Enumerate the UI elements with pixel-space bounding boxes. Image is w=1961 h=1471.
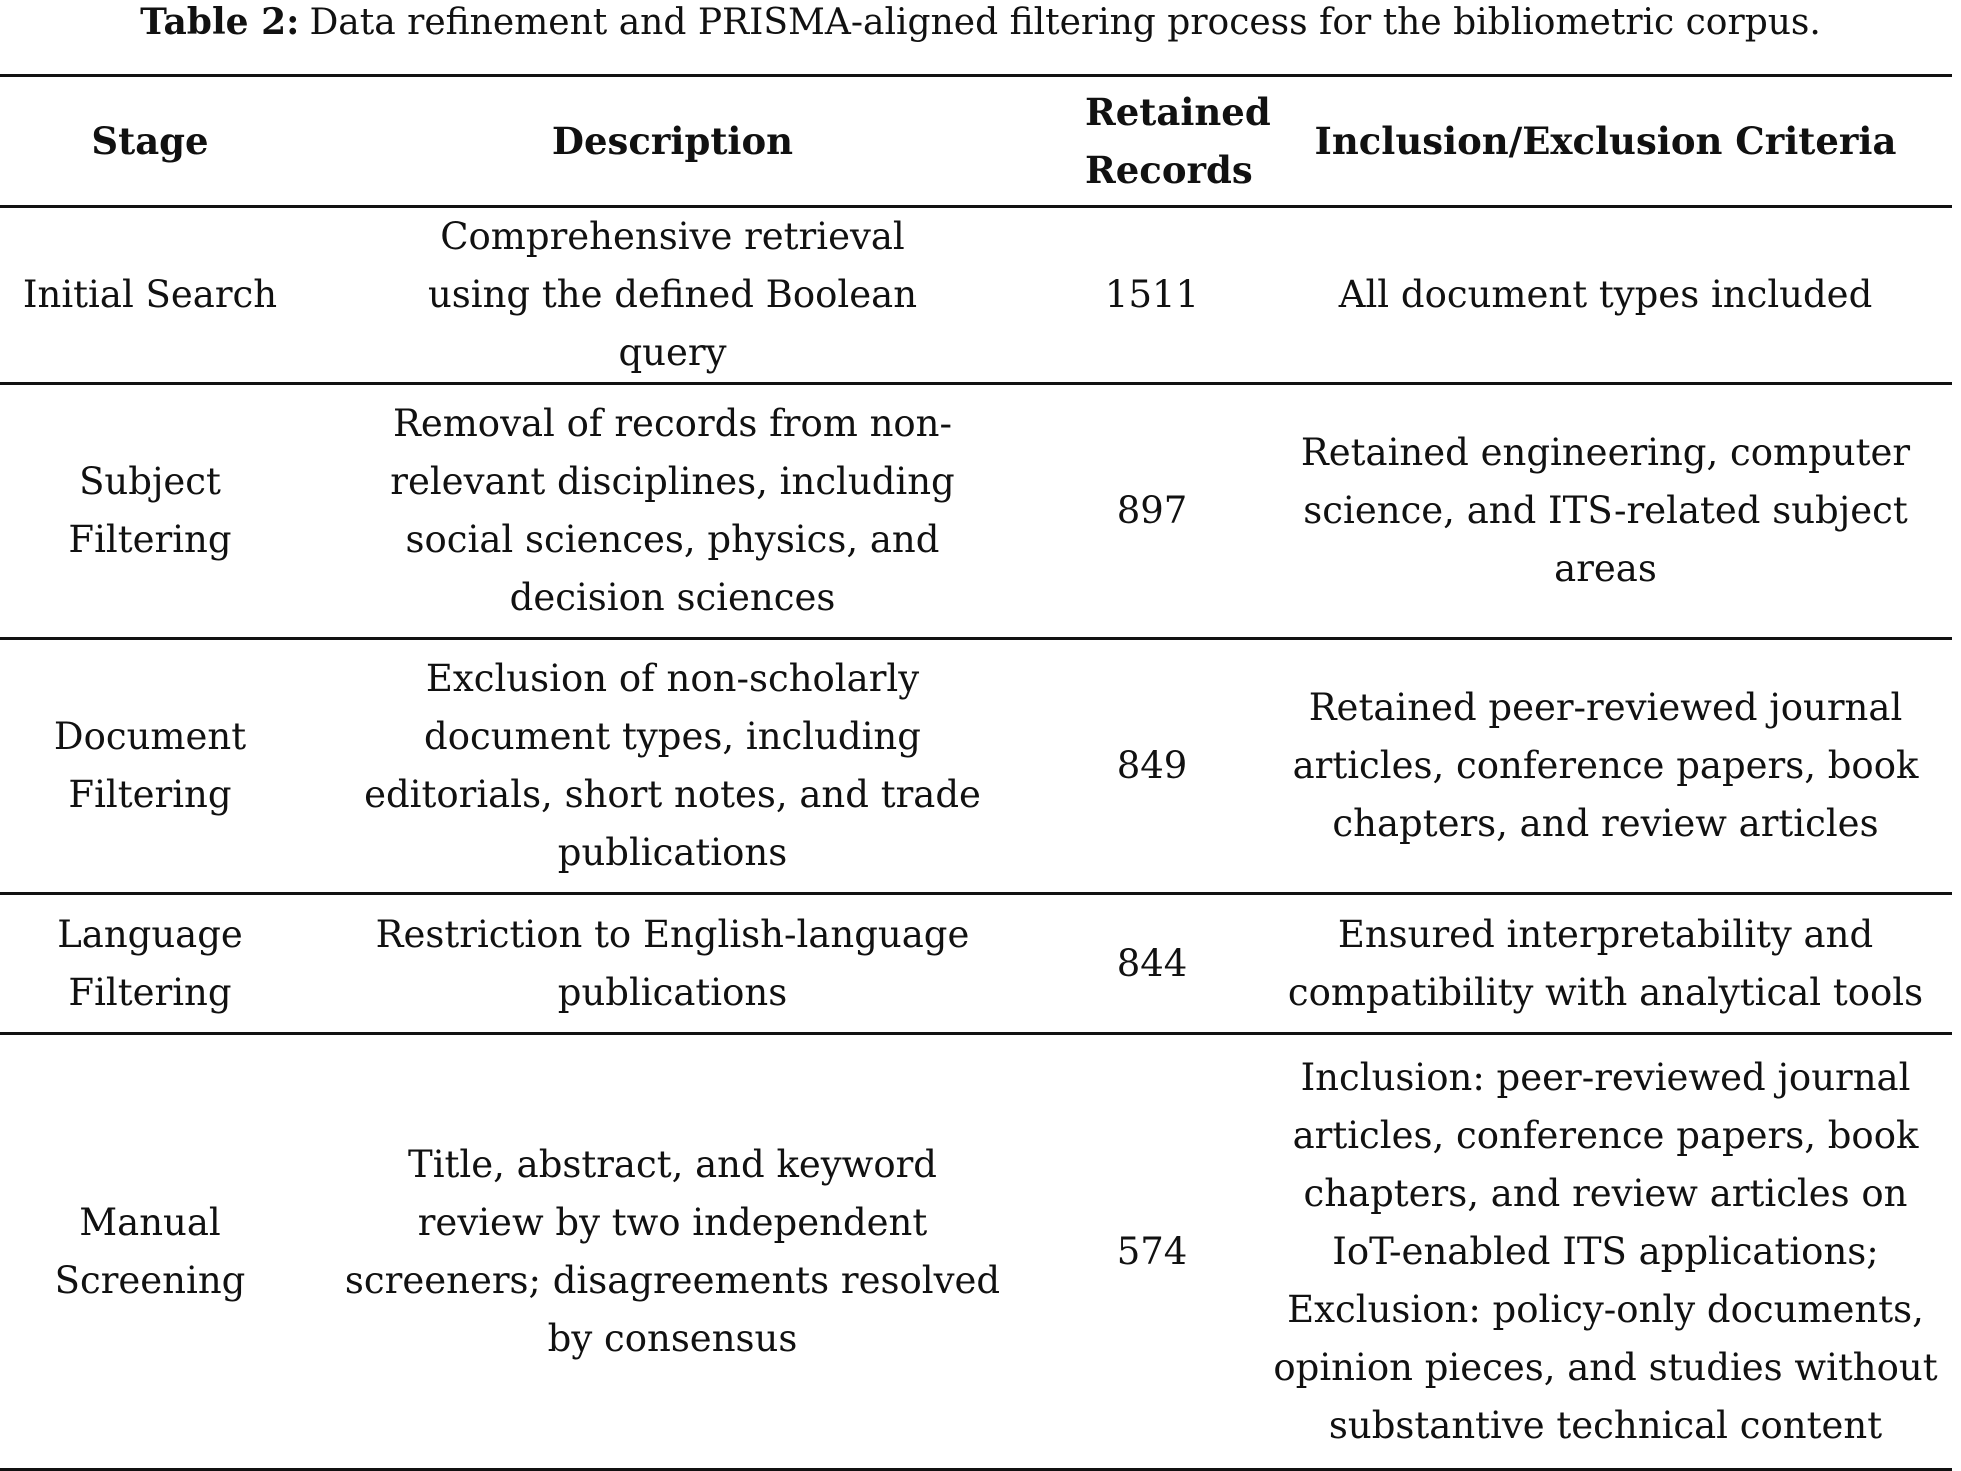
header-retained-records: Retained Records [1085, 90, 1271, 192]
table-row [0, 384, 1952, 639]
criteria-cell: Retained engineering, computer science, and ITS-related subject areas [1300, 431, 1911, 590]
stage-cell: Initial Search [22, 273, 278, 316]
retained-cell: 574 [1116, 1229, 1188, 1273]
criteria-cell: Ensured interpretability and compatibility with analytical tools [1287, 912, 1924, 1014]
caption-label: Table 2: [140, 1, 300, 43]
caption-text: Data refinement and PRISMA-aligned filtering process for the bibliometric corpus. [309, 2, 1821, 43]
criteria-cell: Inclusion: peer-reviewed journal articles, conference papers, book chapters, and review articles on IoT-enabled ITS applications; Exclusion: policy-only documents, opinion pieces, and studies without substantive technical content [1273, 1055, 1938, 1447]
stage-cell: Subject Filtering [68, 460, 232, 561]
table-row [0, 639, 1952, 894]
description-cell: Exclusion of non-scholarly document types, including editorials, short notes, and trade publications [364, 657, 981, 874]
description-cell: Title, abstract, and keyword review by two independent screeners; disagreements resolved by consensus [344, 1142, 1001, 1360]
stage-cell: Document Filtering [53, 715, 247, 816]
header-description: Description [551, 119, 794, 163]
retained-cell: 897 [1116, 489, 1188, 532]
description-cell: Removal of records from non-relevant disciplines, including social sciences, physics, and decision sciences [390, 402, 955, 619]
table-row [0, 1034, 1952, 1470]
table-caption [0, 0, 1961, 45]
stage-cell: Manual Screening [54, 1200, 246, 1302]
retained-cell: 849 [1116, 744, 1188, 787]
retained-cell: 844 [1116, 941, 1188, 985]
description-cell: Comprehensive retrieval using the defined Boolean query [427, 215, 918, 374]
criteria-cell: Retained peer-reviewed journal articles, conference papers, book chapters, and review articles [1292, 686, 1919, 845]
table-row [0, 207, 1952, 384]
stage-cell: Language Filtering [57, 912, 243, 1014]
prisma-filtering-table [0, 74, 1952, 1471]
header-criteria: Inclusion/Exclusion Criteria [1314, 119, 1897, 163]
header-row [0, 76, 1952, 207]
description-cell: Restriction to English-language publications [375, 912, 970, 1014]
retained-cell: 1511 [1104, 273, 1200, 316]
header-stage: Stage [91, 119, 209, 163]
criteria-cell: All document types included [1338, 273, 1873, 316]
table-row [0, 894, 1952, 1034]
